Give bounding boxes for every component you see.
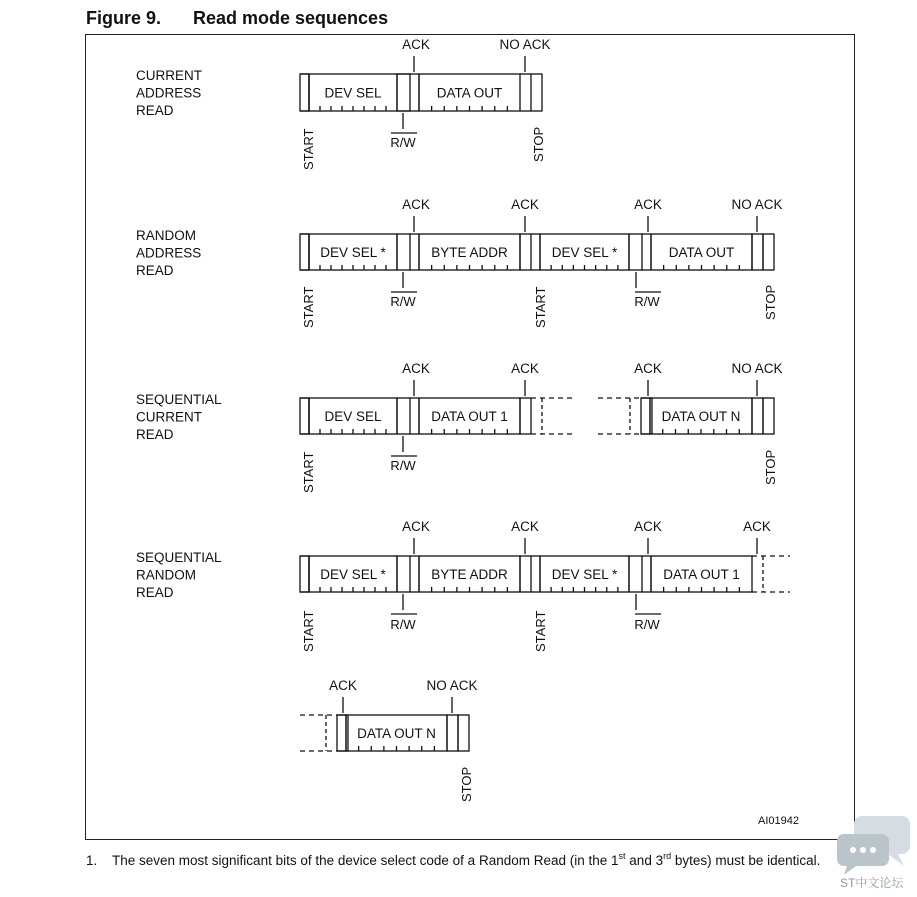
byte-label: DEV SEL * — [551, 245, 618, 260]
row-label: CURRENT — [136, 68, 202, 83]
ack-label: ACK — [511, 361, 539, 376]
stop-bit — [531, 74, 542, 111]
row-label: READ — [136, 263, 174, 278]
start-label: START — [301, 610, 316, 652]
stop-bit — [763, 398, 774, 434]
figure-code: AI01942 — [758, 815, 799, 827]
figure-number: Figure 9. — [86, 8, 162, 28]
ack-label: ACK — [634, 361, 662, 376]
stop-bit — [458, 715, 469, 751]
ack-cell — [520, 556, 531, 592]
row-label: SEQUENTIAL — [136, 392, 222, 407]
byte-label: DATA OUT — [436, 85, 503, 101]
ack-label: ACK — [743, 519, 771, 534]
start-bit — [300, 74, 309, 111]
start-label: START — [533, 286, 548, 328]
footnote-text: The seven most significant bits of the device select code of a Random Read (in the 1st and 3rd bytes) must be identical. — [112, 851, 821, 868]
byte-label: DEV SEL * — [551, 567, 618, 582]
byte-label: DATA OUT N — [357, 726, 436, 741]
byte-label: DATA OUT 1 — [663, 567, 740, 582]
ack-label: NO ACK — [731, 361, 783, 376]
rw-ack-cell — [629, 556, 642, 592]
ack-label: NO ACK — [426, 678, 478, 693]
rw-label: R/W — [634, 294, 660, 309]
byte-label: DEV SEL — [324, 85, 382, 101]
rw-ack-cell — [397, 398, 410, 434]
byte-label: BYTE ADDR — [431, 245, 508, 260]
figure-caption: Read mode sequences — [193, 8, 389, 28]
row-label: ADDRESS — [136, 245, 202, 261]
rw-ack-cell — [397, 74, 410, 111]
byte-label: DATA OUT N — [661, 409, 741, 424]
ack-label: NO ACK — [499, 37, 551, 52]
start-bit — [300, 398, 309, 434]
chat-bubble-icon — [836, 812, 916, 876]
start-label: START — [301, 451, 316, 493]
byte-label: DEV SEL * — [320, 245, 386, 260]
rw-label: R/W — [390, 458, 416, 473]
rw-label: R/W — [390, 294, 416, 309]
start-label: START — [301, 286, 316, 328]
byte-label: DEV SEL * — [320, 567, 386, 582]
byte-label: DATA OUT — [668, 245, 735, 260]
ack-label: ACK — [511, 519, 539, 534]
row-label: READ — [136, 585, 174, 600]
ack-label: NO ACK — [731, 197, 783, 212]
ack-label: ACK — [402, 37, 430, 52]
watermark-text: ST中文论坛 — [840, 876, 904, 890]
start-bit — [300, 234, 309, 270]
start-bit — [300, 556, 309, 592]
ack-label: ACK — [402, 361, 430, 376]
watermark — [836, 812, 916, 892]
ack-cell — [447, 715, 458, 751]
ack-label: ACK — [402, 519, 430, 534]
ack-label: ACK — [402, 197, 430, 212]
row-label: CURRENT — [136, 409, 202, 425]
footnote-number: 1. — [86, 853, 98, 868]
ack-cell — [520, 234, 531, 270]
ack-cell — [752, 234, 763, 270]
row-label: ADDRESS — [136, 85, 202, 101]
row-label: RANDOM — [136, 228, 196, 243]
ack-label: ACK — [329, 678, 357, 693]
ack-label: ACK — [511, 197, 539, 212]
rw-ack-cell — [397, 556, 410, 592]
stop-label: STOP — [459, 766, 474, 802]
stop-label: STOP — [531, 126, 546, 162]
rw-label: R/W — [390, 135, 416, 150]
byte-label: BYTE ADDR — [431, 567, 508, 582]
byte-label: DATA OUT 1 — [431, 409, 508, 424]
ack-label: ACK — [634, 197, 662, 212]
ack-label: ACK — [634, 519, 662, 534]
row-label: SEQUENTIAL — [136, 550, 222, 565]
stop-label: STOP — [763, 284, 778, 320]
stop-bit — [763, 234, 774, 270]
start-label: START — [533, 610, 548, 652]
row-label: RANDOM — [136, 567, 196, 583]
rw-ack-cell — [397, 234, 410, 270]
rw-label: R/W — [634, 617, 660, 632]
row-label: READ — [136, 103, 174, 118]
ack-cell — [752, 398, 763, 434]
byte-label: DEV SEL — [324, 409, 382, 424]
ack-cell — [520, 398, 531, 434]
row-label: READ — [136, 427, 174, 442]
rw-ack-cell — [629, 234, 642, 270]
stop-label: STOP — [763, 449, 778, 485]
rw-label: R/W — [390, 617, 416, 632]
start-label: START — [301, 128, 316, 170]
